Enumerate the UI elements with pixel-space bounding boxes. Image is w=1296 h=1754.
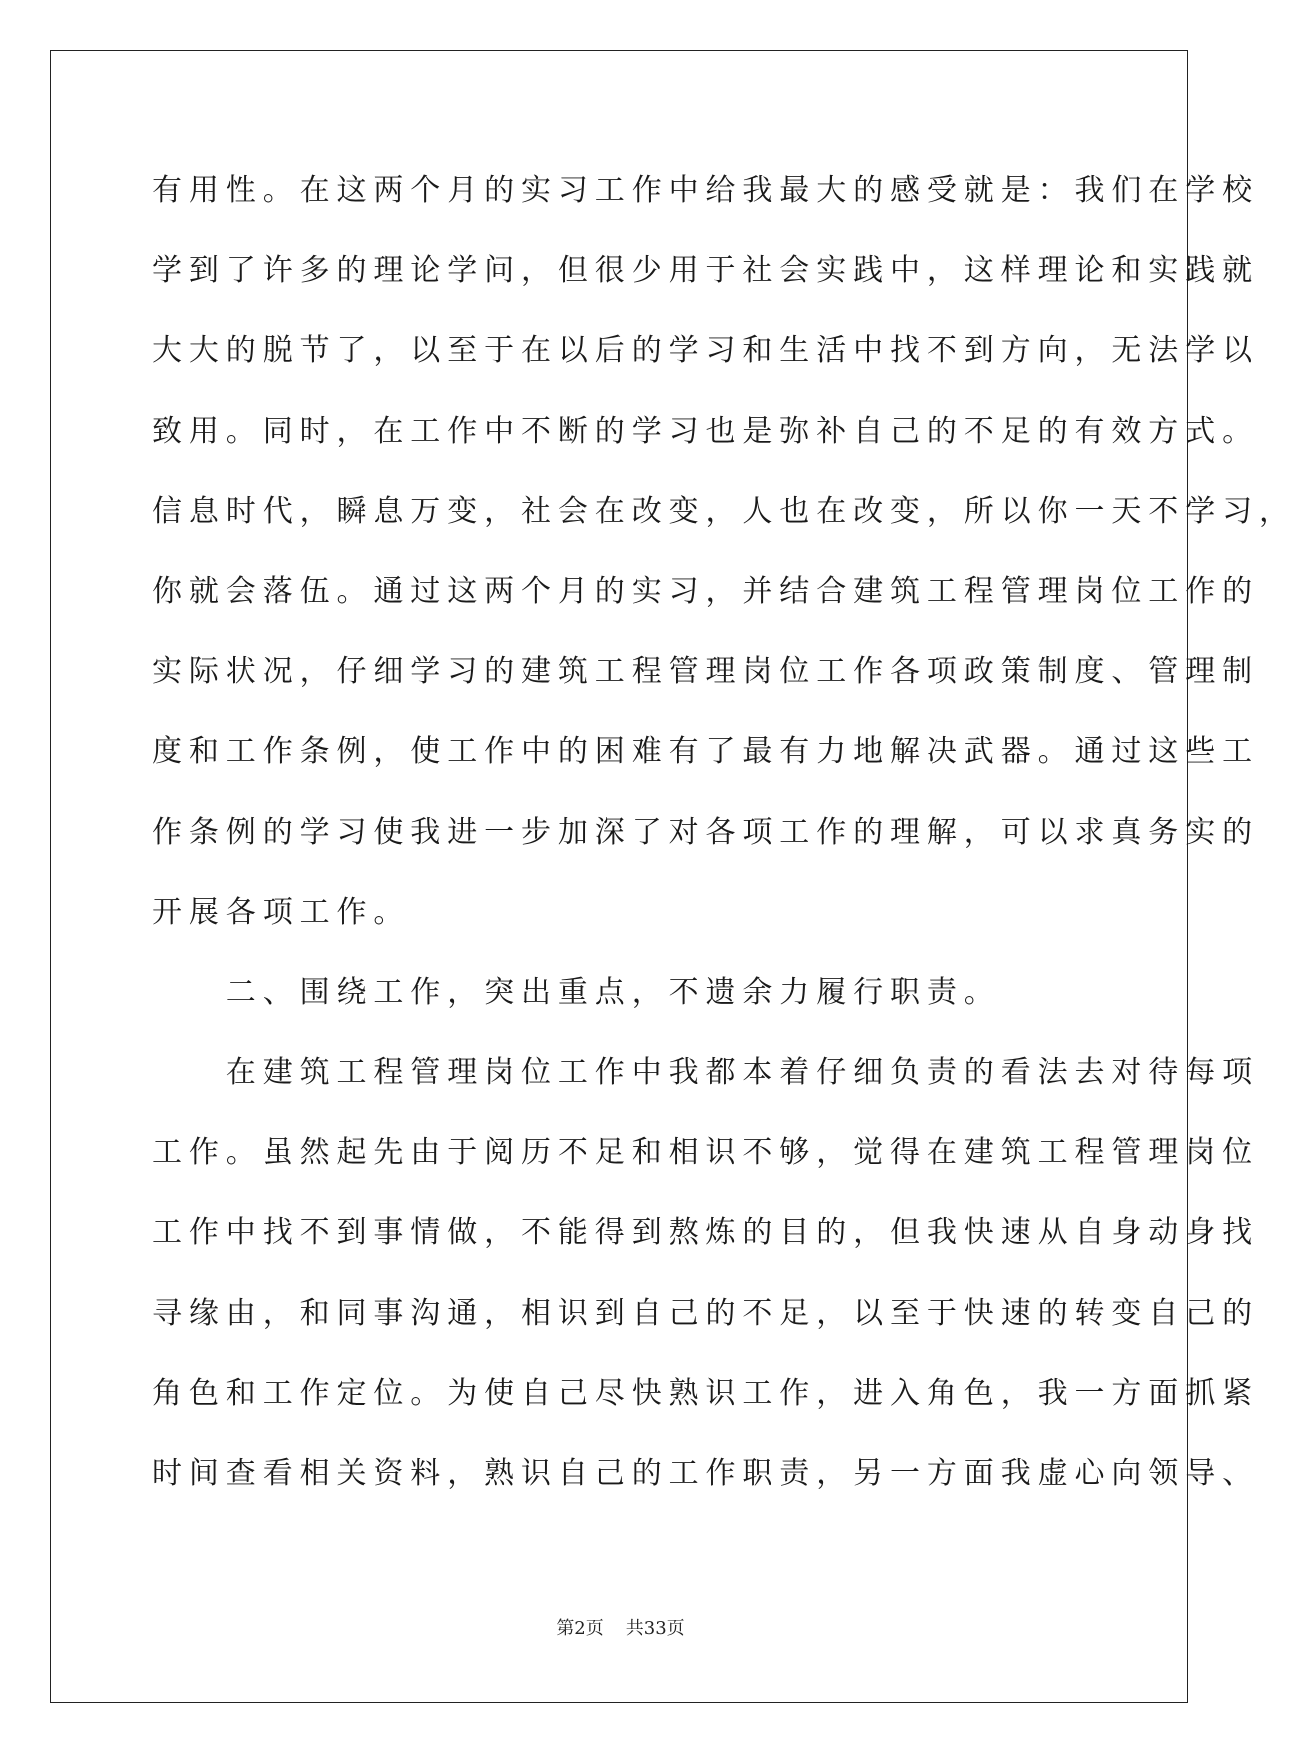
text-line: 信息时代，瞬息万变，社会在改变，人也在改变，所以你一天不学习， bbox=[152, 493, 1296, 529]
text-line: 时间查看相关资料，熟识自己的工作职责，另一方面我虚心向领导、 bbox=[152, 1456, 1259, 1491]
text-line: 度和工作条例，使工作中的困难有了最有力地解决武器。通过这些工 bbox=[152, 734, 1259, 770]
body-text bbox=[152, 165, 1296, 1528]
page-number: 第2页 bbox=[556, 1618, 604, 1639]
text-line: 大大的脱节了，以至于在以后的学习和生活中找不到方向，无法学以 bbox=[152, 333, 1259, 369]
text-line: 寻缘由，和同事沟通，相识到自己的不足，以至于快速的转变自己的 bbox=[152, 1295, 1259, 1331]
text-line: 角色和工作定位。为使自己尽快熟识工作，进入角色，我一方面抓紧 bbox=[152, 1375, 1259, 1411]
text-line: 在建筑工程管理岗位工作中我都本着仔细负责的看法去对待每项 bbox=[152, 1055, 1259, 1091]
text-line: 学到了许多的理论学问，但很少用于社会实践中，这样理论和实践就 bbox=[152, 253, 1259, 289]
text-line: 工作。虽然起先由于阅历不足和相识不够，觉得在建筑工程管理岗位 bbox=[152, 1135, 1259, 1171]
page-footer bbox=[0, 1614, 1241, 1640]
text-line: 有用性。在这两个月的实习工作中给我最大的感受就是：我们在学校 bbox=[152, 173, 1259, 208]
section-heading: 二、围绕工作，突出重点，不遗余力履行职责。 bbox=[152, 974, 1001, 1010]
text-line: 开展各项工作。 bbox=[152, 894, 411, 930]
page-total: 共33页 bbox=[625, 1618, 685, 1639]
text-line: 你就会落伍。通过这两个月的实习，并结合建筑工程管理岗位工作的 bbox=[152, 573, 1259, 609]
text-line: 致用。同时，在工作中不断的学习也是弥补自己的不足的有效方式。 bbox=[152, 413, 1259, 449]
text-line: 工作中找不到事情做，不能得到熬炼的目的，但我快速从自身动身找 bbox=[152, 1215, 1259, 1251]
text-line: 实际状况，仔细学习的建筑工程管理岗位工作各项政策制度、管理制 bbox=[152, 654, 1259, 690]
text-line: 作条例的学习使我进一步加深了对各项工作的理解，可以求真务实的 bbox=[152, 814, 1259, 850]
